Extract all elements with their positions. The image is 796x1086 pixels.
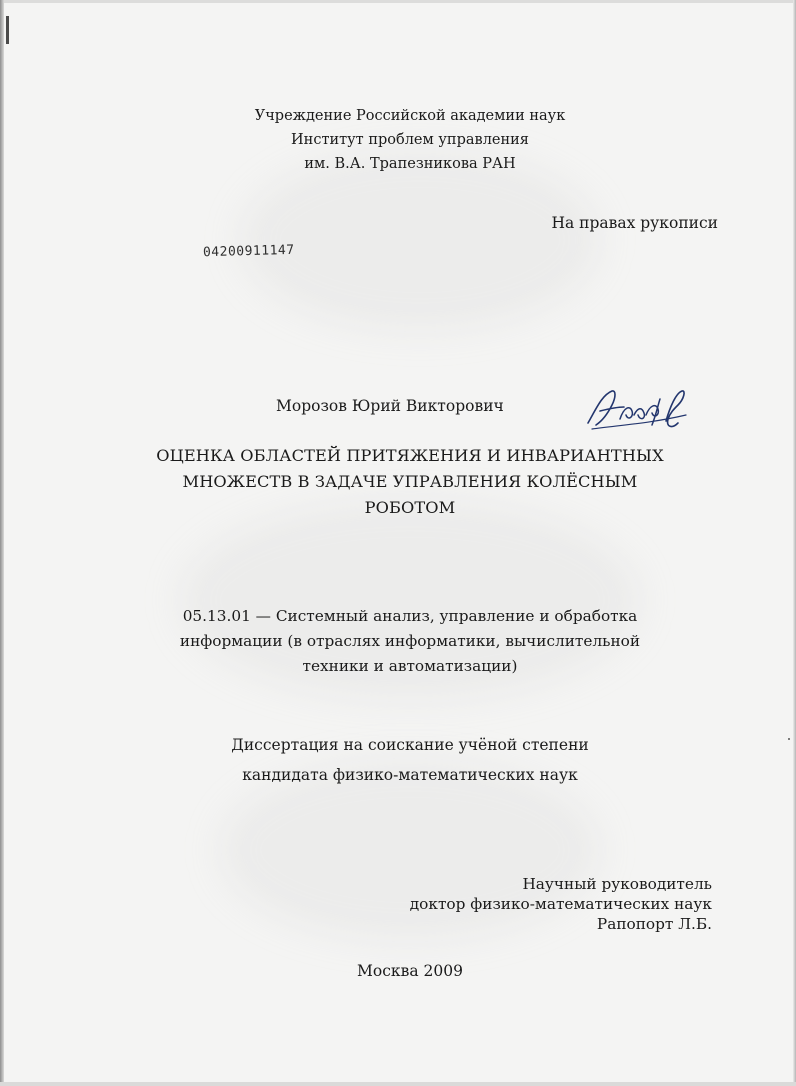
degree-line: кандидата физико-математических наук xyxy=(242,766,578,784)
scan-show-through xyxy=(240,150,600,330)
supervisor-name: Рапопорт Л.Б. xyxy=(596,915,712,933)
supervisor-block xyxy=(300,874,712,934)
scan-artifact xyxy=(6,16,9,44)
supervisor-role: Научный руководитель xyxy=(522,875,712,893)
degree-block xyxy=(150,730,670,790)
specialty-line: информации (в отраслях информатики, вычислительной xyxy=(179,632,641,650)
specialty-line: 05.13.01 — Системный анализ, управление и обработка xyxy=(182,607,638,625)
specialty-line: техники и автоматизации) xyxy=(302,657,518,675)
title-line: МНОЖЕСТВ В ЗАДАЧЕ УПРАВЛЕНИЯ КОЛЁСНЫМ xyxy=(182,472,638,491)
scan-edge-top xyxy=(0,0,796,3)
scan-edge-left xyxy=(0,0,4,1086)
degree-line: Диссертация на соискание учёной степени xyxy=(231,736,589,754)
specialty-block xyxy=(110,604,710,679)
dissertation-title xyxy=(90,443,730,521)
library-stamp-number: 04200911147 xyxy=(202,242,295,261)
manuscript-note: На правах рукописи xyxy=(551,214,718,232)
scan-edge-bottom xyxy=(0,1082,796,1086)
author-name: Морозов Юрий Викторович xyxy=(276,397,504,415)
title-line: ОЦЕНКА ОБЛАСТЕЙ ПРИТЯЖЕНИЯ И ИНВАРИАНТНЫХ xyxy=(156,446,664,465)
handwritten-signature xyxy=(582,385,692,435)
supervisor-rank: доктор физико-математических наук xyxy=(409,895,712,913)
institution-line: Институт проблем управления xyxy=(291,132,529,148)
institution-line: им. В.А. Трапезникова РАН xyxy=(304,156,516,172)
institution-line: Учреждение Российской академии наук xyxy=(254,108,566,124)
scan-speck xyxy=(788,738,790,740)
institution-block xyxy=(190,104,630,176)
city-year: Москва 2009 xyxy=(357,962,463,980)
title-line: РОБОТОМ xyxy=(364,498,456,517)
